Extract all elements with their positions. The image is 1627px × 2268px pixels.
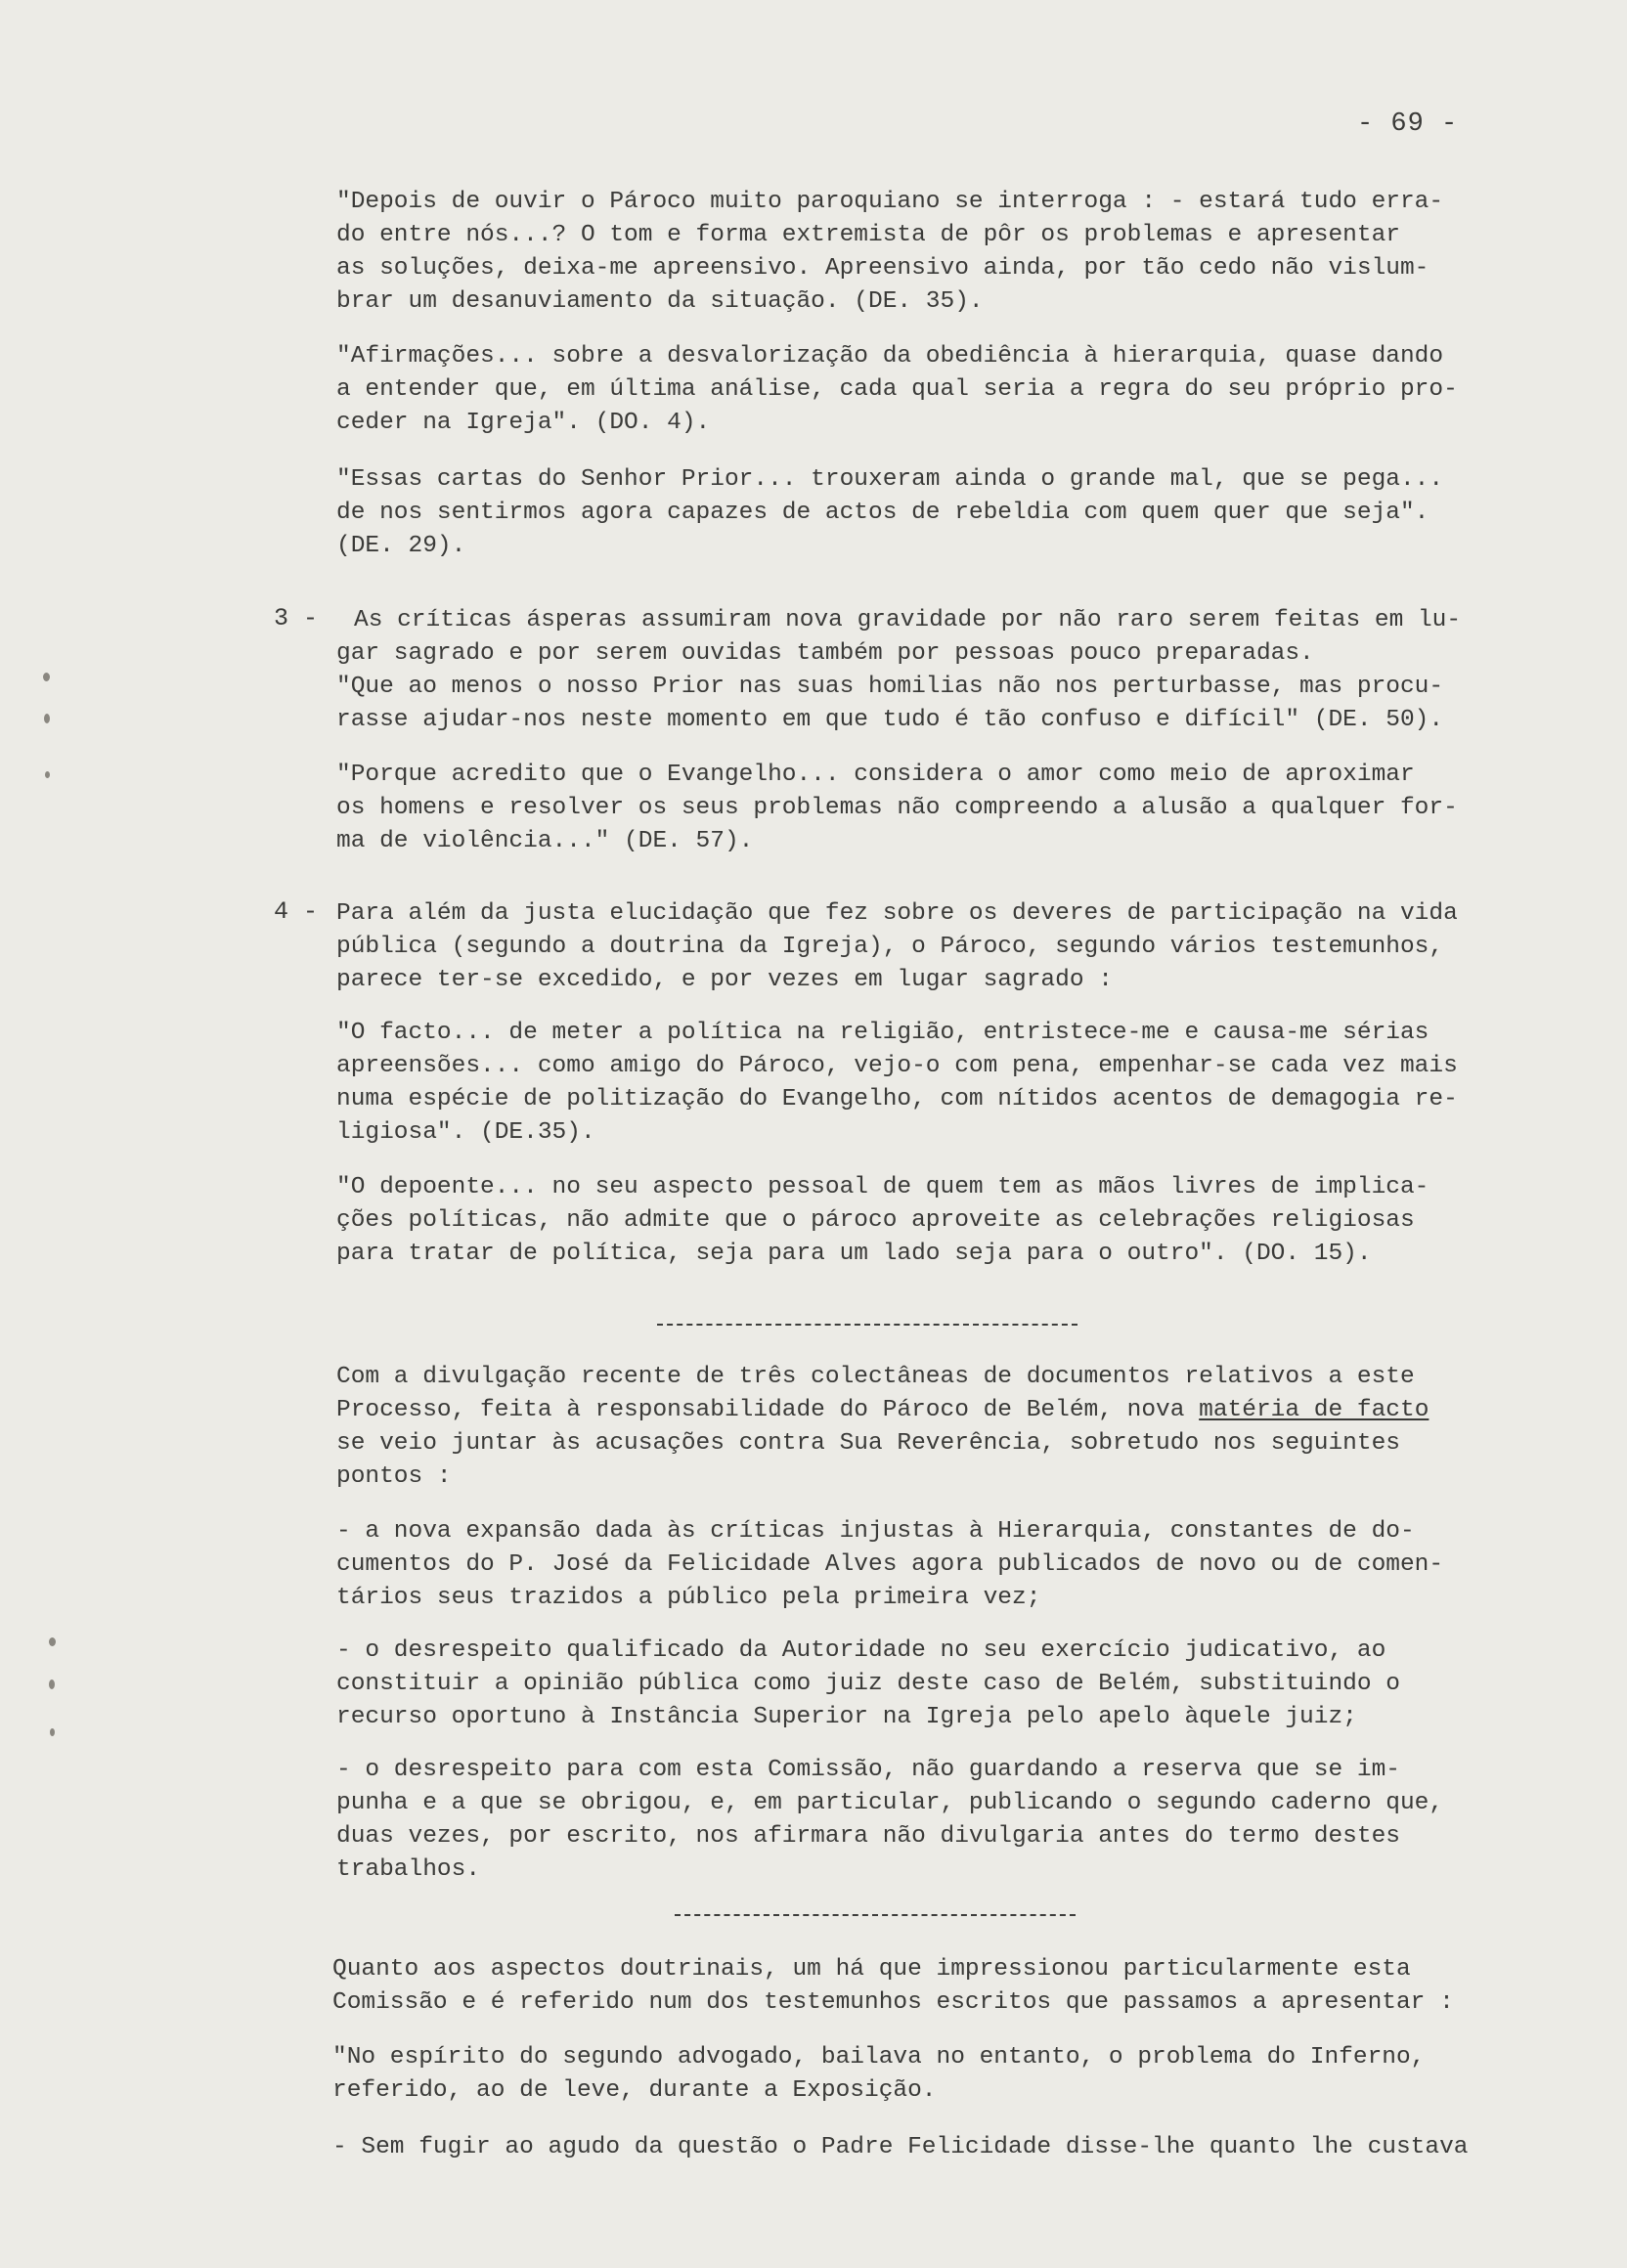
item-paragraph (336, 637, 1443, 737)
text-line: a entender que, em última análise, cada qual seria a regra do seu próprio pro- (336, 376, 1458, 403)
margin-speck (44, 714, 50, 723)
quote-paragraph (336, 1171, 1429, 1271)
margin-speck (50, 1728, 55, 1736)
quote-paragraph (336, 340, 1458, 440)
text-line: brar um desanuviamento da situação. (DE. 35). (336, 288, 984, 315)
text-line: apreensões... como amigo do Pároco, vejo-o com pena, empenhar-se cada vez mais (336, 1053, 1458, 1079)
section-divider (675, 1914, 1076, 1916)
text-line: "Depois de ouvir o Pároco muito paroquiano se interroga : - estará tudo erra- (336, 189, 1444, 215)
text-line: constituir a opinião pública como juiz deste caso de Belém, substituindo o (336, 1671, 1400, 1697)
text-line: "Porque acredito que o Evangelho... considera o amor como meio de aproximar (336, 762, 1415, 788)
text-line: numa espécie de politização do Evangelho, com nítidos acentos de demagogia re- (336, 1086, 1458, 1112)
text-line: tários seus trazidos a público pela primeira vez; (336, 1585, 1041, 1611)
text-line: "No espírito do segundo advogado, bailava no entanto, o problema do Inferno, (332, 2044, 1426, 2071)
text-line: do entre nós...? O tom e forma extremista de pôr os problemas e apresentar (336, 222, 1400, 248)
text-line: ceder na Igreja". (DO. 4). (336, 410, 711, 436)
margin-speck (49, 1637, 56, 1646)
text-line: ções políticas, não admite que o pároco aproveite as celebrações religiosas (336, 1207, 1415, 1234)
text-line: "O facto... de meter a política na religião, entristece-me e causa-me sérias (336, 1020, 1429, 1046)
bullet-item (336, 1635, 1400, 1734)
text-line: "Afirmações... sobre a desvalorização da obediência à hierarquia, quase dando (336, 343, 1444, 370)
text-line: duas vezes, por escrito, nos afirmara não divulgaria antes do termo destes (336, 1823, 1400, 1850)
text-line: - o desrespeito qualificado da Autoridade no seu exercício judicativo, ao (336, 1637, 1386, 1664)
item-number: 4 - (274, 897, 319, 926)
text-line: parece ter-se excedido, e por vezes em lugar sagrado : (336, 967, 1113, 993)
text-line: "Essas cartas do Senhor Prior... trouxeram ainda o grande mal, que se pega... (336, 466, 1444, 493)
text-line: se veio juntar às acusações contra Sua Reverência, sobretudo nos seguintes (336, 1430, 1400, 1457)
margin-speck (45, 771, 50, 778)
text-line: cumentos do P. José da Felicidade Alves agora publicados de novo ou de comen- (336, 1551, 1444, 1578)
quote-paragraph (336, 186, 1443, 319)
text-line: Comissão e é referido num dos testemunhos escritos que passamos a apresentar : (332, 1989, 1454, 2016)
text-line: pontos : (336, 1463, 452, 1490)
section-divider (657, 1324, 1077, 1326)
text-line: - Sem fugir ao agudo da questão o Padre Felicidade disse-lhe quanto lhe custava (332, 2134, 1469, 2160)
text-line: As críticas ásperas assumiram nova gravidade por não raro serem feitas em lu- (354, 607, 1462, 633)
text-line: punha e a que se obrigou, e, em particular, publicando o segundo caderno que, (336, 1790, 1444, 1816)
text-line: gar sagrado e por serem ouvidas também por pessoas pouco preparadas. (336, 640, 1314, 667)
quote-paragraph (336, 1017, 1458, 1150)
text-line: ligiosa". (DE.35). (336, 1119, 595, 1146)
bullet-item (336, 1515, 1443, 1615)
body-paragraph (332, 1953, 1454, 2020)
text-line (336, 1394, 1429, 1427)
text-line: ma de violência..." (DE. 57). (336, 828, 754, 854)
text-line: as soluções, deixa-me apreensivo. Apreensivo ainda, por tão cedo não vislum- (336, 255, 1429, 282)
quote-paragraph (332, 2041, 1425, 2108)
text-line: "Que ao menos o nosso Prior nas suas homilias não nos perturbasse, mas procu- (336, 674, 1444, 700)
text-line: para tratar de política, seja para um lado seja para o outro". (DO. 15). (336, 1241, 1372, 1267)
margin-speck (49, 1679, 55, 1689)
text-line: referido, ao de leve, durante a Exposição. (332, 2077, 937, 2104)
text-line: - o desrespeito para com esta Comissão, não guardando a reserva que se im- (336, 1757, 1400, 1783)
body-paragraph (332, 2131, 1469, 2164)
text-line: recurso oportuno à Instância Superior na Igreja pelo apelo àquele juiz; (336, 1704, 1357, 1730)
text-line: Para além da justa elucidação que fez sobre os deveres de participação na vida (336, 900, 1458, 927)
text-line: trabalhos. (336, 1856, 481, 1883)
text-line: Quanto aos aspectos doutrinais, um há que impressionou particularmente esta (332, 1956, 1411, 1983)
item-paragraph (336, 897, 1458, 997)
body-paragraph (336, 1361, 1429, 1494)
item-paragraph (354, 604, 1461, 637)
quote-paragraph (336, 759, 1458, 858)
margin-speck (43, 673, 50, 681)
text-line: rasse ajudar-nos neste momento em que tudo é tão confuso e difícil" (DE. 50). (336, 707, 1444, 733)
text-line: (DE. 29). (336, 533, 466, 559)
text-line: pública (segundo a doutrina da Igreja), o Pároco, segundo vários testemunhos, (336, 934, 1444, 960)
text-line: - a nova expansão dada às críticas injustas à Hierarquia, constantes de do- (336, 1518, 1415, 1545)
text-run: Processo, feita à responsabilidade do Pároco de Belém, nova (336, 1397, 1200, 1423)
page-number: - 69 - (1357, 109, 1459, 139)
underlined-term: matéria de facto (1199, 1397, 1429, 1423)
bullet-item (336, 1754, 1443, 1887)
text-line: de nos sentirmos agora capazes de actos de rebeldia com quem quer que seja". (336, 500, 1429, 526)
quote-paragraph (336, 463, 1443, 563)
item-number: 3 - (274, 604, 319, 632)
text-line: os homens e resolver os seus problemas não compreendo a alusão a qualquer for- (336, 795, 1458, 821)
text-line: Com a divulgação recente de três colectâneas de documentos relativos a este (336, 1364, 1415, 1390)
text-line: "O depoente... no seu aspecto pessoal de quem tem as mãos livres de implica- (336, 1174, 1429, 1200)
